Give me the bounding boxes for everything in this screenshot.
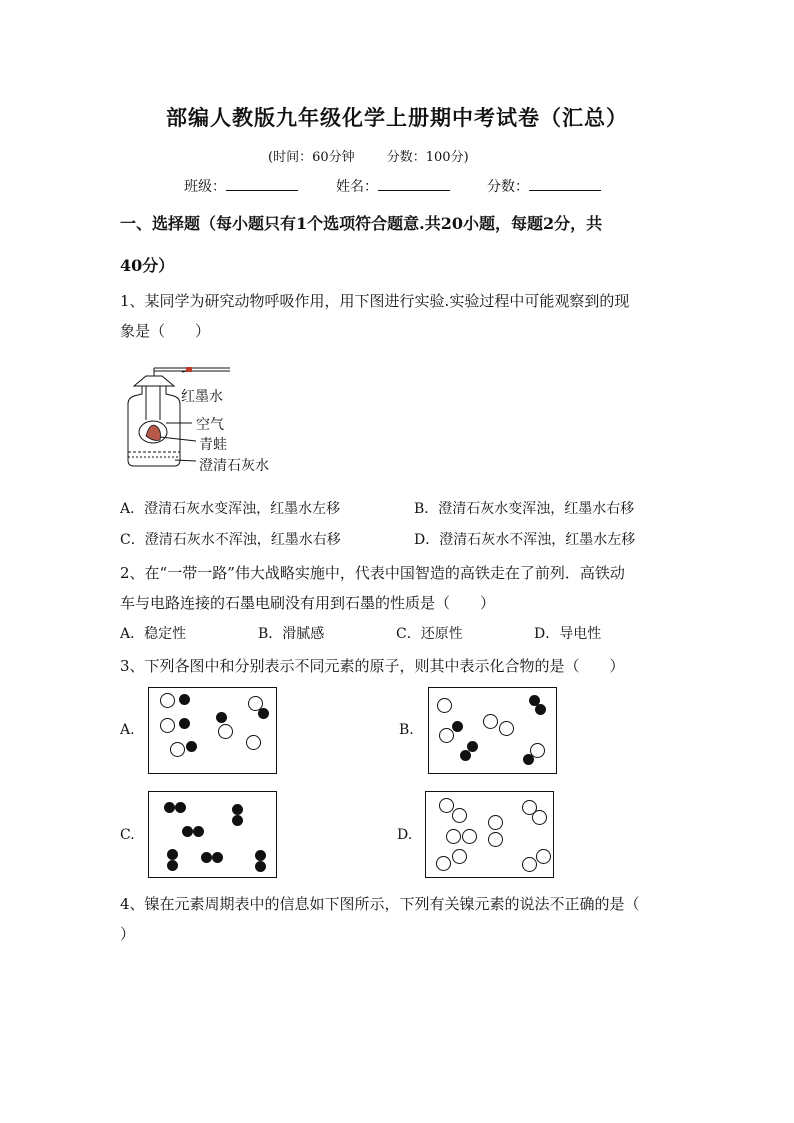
exam-meta [268, 146, 497, 165]
exam-total-score: 分数：100分) [386, 150, 469, 165]
q2-option-d: D．导电性 [534, 626, 602, 642]
q3-box-a [148, 687, 277, 774]
name-blank [378, 176, 450, 191]
exam-time: (时间：60分钟 [268, 150, 355, 165]
white-atom [446, 829, 461, 844]
q4-stem-line2: ） [120, 925, 136, 943]
black-atom [164, 802, 175, 813]
leader-frog [160, 437, 196, 441]
q1-option-c: C．澄清石灰水不浑浊，红墨水右移 [120, 532, 341, 548]
black-atom [255, 861, 266, 872]
q2-option-a: A．稳定性 [120, 626, 187, 642]
fig-label-air: 空气 [196, 417, 224, 433]
white-atom [462, 829, 477, 844]
q1-option-d: D．澄清石灰水不浑浊，红墨水左移 [414, 532, 636, 548]
black-atom [452, 721, 463, 732]
frog-icon [146, 425, 161, 440]
white-atom [499, 721, 514, 736]
black-atom [182, 826, 193, 837]
black-atom [232, 804, 243, 815]
white-atom [437, 698, 452, 713]
points-blank [529, 176, 601, 191]
black-atom [193, 826, 204, 837]
white-atom [488, 832, 503, 847]
q3-box-c [148, 791, 277, 878]
black-atom [201, 852, 212, 863]
white-atom [483, 714, 498, 729]
black-atom [258, 708, 269, 719]
white-atom [439, 728, 454, 743]
q3-label-b: B. [399, 722, 414, 738]
white-atom [532, 810, 547, 825]
q3-label-a: A. [120, 722, 135, 738]
black-atom [232, 815, 243, 826]
fig-label-frog: 青蛙 [199, 437, 227, 453]
black-atom [179, 694, 190, 705]
black-atom [186, 741, 197, 752]
section-heading-line2: 40分） [120, 256, 175, 275]
q2-stem-line2: 车与电路连接的石墨电刷没有用到石墨的性质是（ ） [120, 594, 496, 612]
white-atom [452, 849, 467, 864]
section-heading-line1: 一、选择题（每小题只有1个选项符合题意.共20小题，每题2分，共 [120, 214, 603, 233]
stopper [134, 376, 174, 386]
q2-option-c: C．还原性 [396, 626, 463, 642]
q2-stem-line1: 2、在“一带一路”伟大战略实施中，代表中国智造的高铁走在了前列．高铁动 [120, 564, 625, 582]
white-atom [439, 798, 454, 813]
black-atom [179, 718, 190, 729]
white-atom [522, 857, 537, 872]
page-title: 部编人教版九年级化学上册期中考试卷（汇总） [166, 105, 628, 130]
white-atom [218, 724, 233, 739]
fig-label-ink: 红墨水 [181, 389, 223, 405]
q1-option-b: B．澄清石灰水变浑浊，红墨水右移 [414, 501, 635, 517]
black-atom [523, 754, 534, 765]
q3-box-d [425, 791, 554, 878]
class-field [184, 176, 298, 196]
fig-label-lime: 澄清石灰水 [199, 458, 269, 474]
white-atom [536, 849, 551, 864]
leader-lime [175, 460, 196, 461]
q2-option-b: B．滑腻感 [258, 626, 325, 642]
name-field [336, 176, 450, 196]
q1-stem-line1: 1、某同学为研究动物呼吸作用，用下图进行实验.实验过程中可能观察到的现 [120, 292, 630, 310]
class-label: 班级： [184, 179, 226, 195]
q4-stem-line1: 4、镍在元素周期表中的信息如下图所示，下列有关镍元素的说法不正确的是（ [120, 895, 640, 913]
white-atom [160, 718, 175, 733]
black-atom [535, 704, 546, 715]
black-atom [460, 750, 471, 761]
black-atom [255, 850, 266, 861]
white-atom [170, 742, 185, 757]
q1-option-a: A．澄清石灰水变浑浊，红墨水左移 [120, 501, 341, 517]
white-atom [488, 815, 503, 830]
points-label: 分数： [487, 179, 529, 195]
q1-stem-line2: 象是（ ） [120, 322, 211, 340]
white-atom [246, 735, 261, 750]
black-atom [167, 849, 178, 860]
black-atom [175, 802, 186, 813]
q3-box-b [428, 687, 557, 774]
black-atom [167, 860, 178, 871]
white-atom [436, 856, 451, 871]
q3-label-d: D. [397, 827, 413, 843]
red-ink-drop [186, 367, 192, 372]
white-atom [452, 808, 467, 823]
class-blank [226, 176, 298, 191]
black-atom [216, 712, 227, 723]
white-atom [160, 693, 175, 708]
black-atom [212, 852, 223, 863]
q3-label-c: C. [120, 827, 135, 843]
points-field [487, 176, 601, 196]
name-label: 姓名： [336, 179, 378, 195]
q3-stem: 3、下列各图中和分别表示不同元素的原子，则其中表示化合物的是（ ） [120, 657, 625, 675]
